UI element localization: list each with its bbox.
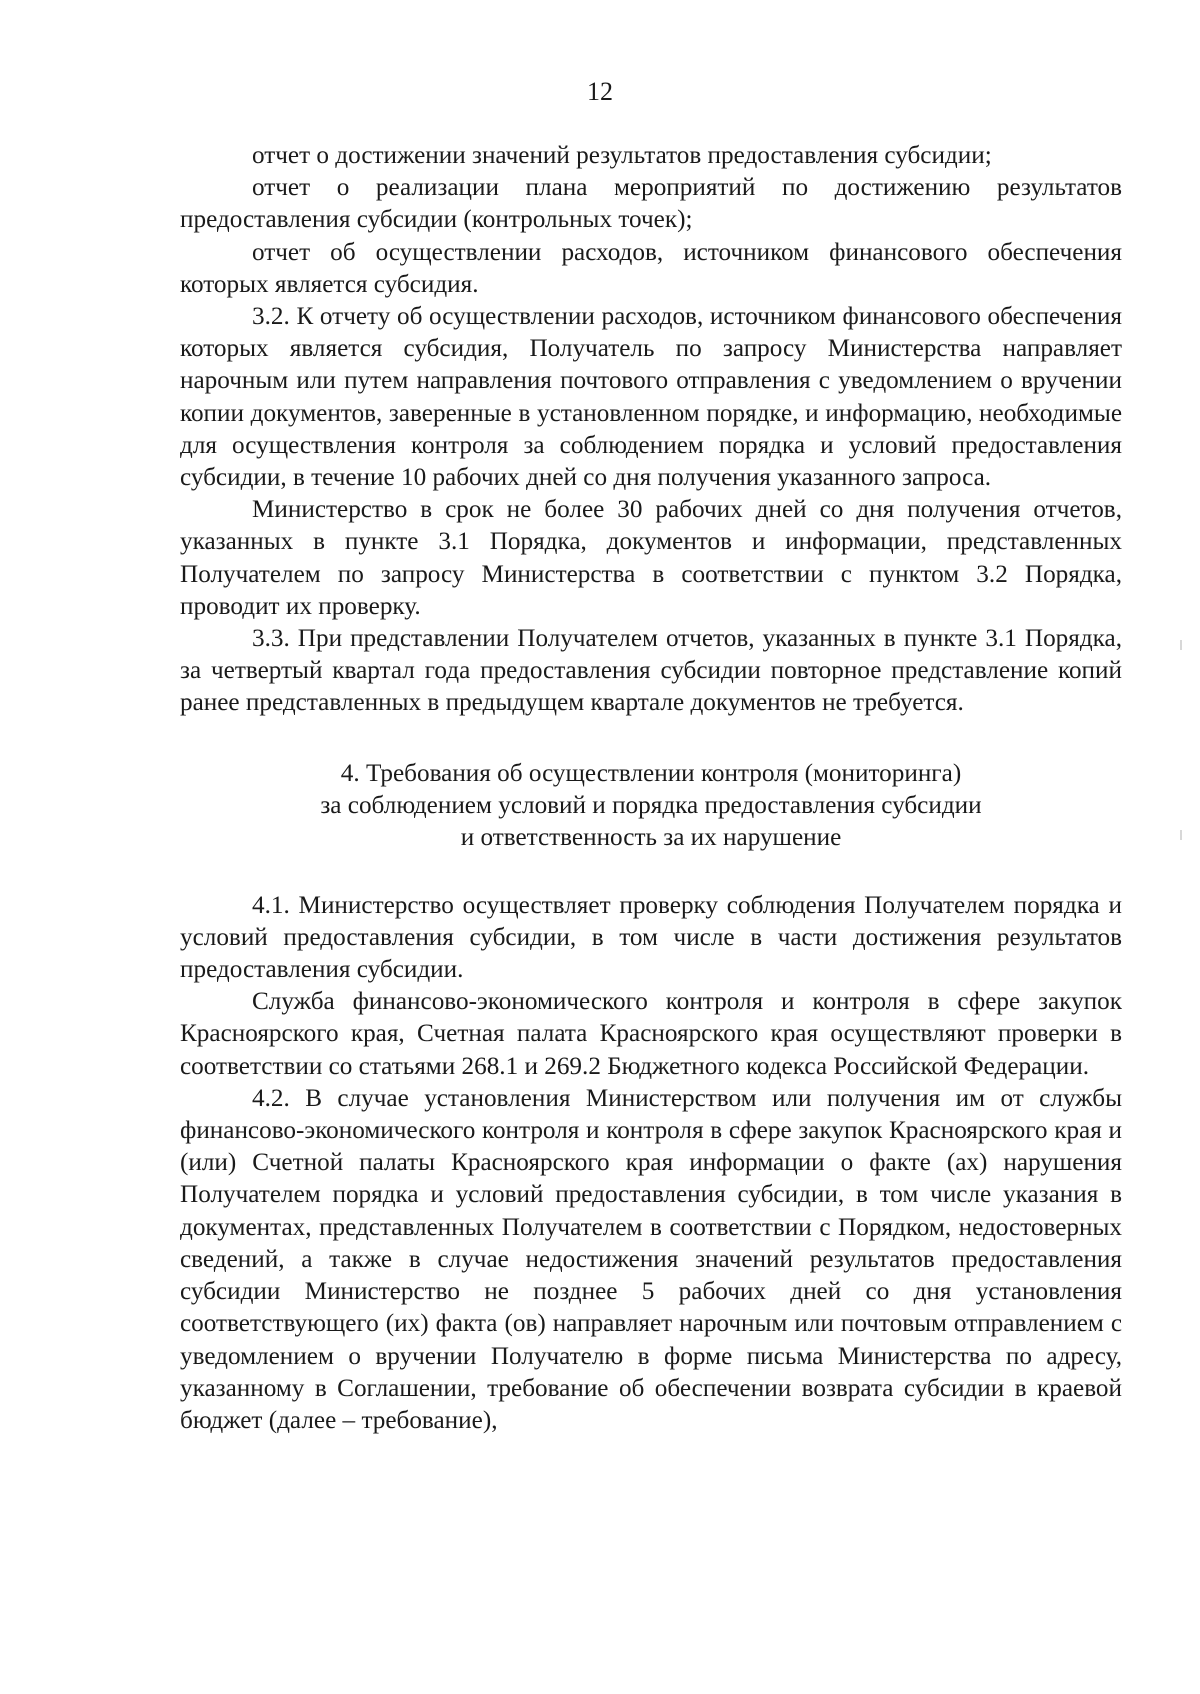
paragraph: отчет об осуществлении расходов, источником финансового обеспечения которых является субсидия.	[180, 238, 1122, 298]
scan-margin-mark	[1180, 640, 1182, 650]
heading-line: и ответственность за их нарушение	[460, 823, 842, 851]
paragraph: отчет о реализации плана мероприятий по достижению результатов предоставления субсидии (контрольных точек);	[180, 174, 1122, 234]
paragraph: 3.2. К отчету об осуществлении расходов, источником финансового обеспечения которых является субсидия, Получатель по запросу Министерства направляет нарочным или путем направления почтового отправления с уведомлением о вручении копии документов, заверенные в установленном порядке, и информацию, необходимые для осуществления контроля за соблюдением порядка и условий предоставления субсидии, в течение 10 рабочих дней со дня получения указанного запроса.	[180, 303, 1122, 492]
document-body	[180, 140, 1122, 1437]
paragraph: 3.3. При представлении Получателем отчетов, указанных в пункте 3.1 Порядка, за четвертый квартал года предоставления субсидии повторное представление копий ранее представленных в предыдущем квартале документов не требуется.	[180, 625, 1122, 717]
paragraph: отчет о достижении значений результатов предоставления субсидии;	[252, 142, 992, 169]
section-heading	[180, 758, 1122, 854]
page-number: 12	[587, 77, 613, 106]
paragraph: 4.2. В случае установления Министерством или получения им от службы финансово-экономического контроля и контроля в сфере закупок Красноярского края и (или) Счетной палаты Красноярского края информации о факте (ах) нарушения Получателем порядка и условий предоставления субсидии, в том числе указания в документах, представленных Получателем в соответствии с Порядком, недостоверных сведений, а также в случае недостижения значений результатов предоставления субсидии Министерство не позднее 5 рабочих дней со дня установления соответствующего (их) факта (ов) направляет нарочным или почтовым отправлением с уведомлением о вручении Получателю в форме письма Министерства по адресу, указанному в Соглашении, требование об обеспечении возврата субсидии в краевой бюджет (далее – требование),	[180, 1084, 1122, 1434]
heading-line: за соблюдением условий и порядка предоставления субсидии	[320, 791, 982, 819]
scan-margin-mark	[1180, 830, 1182, 840]
heading-line: 4. Требования об осуществлении контроля (мониторинга)	[340, 759, 962, 787]
paragraph: Служба финансово-экономического контроля и контроля в сфере закупок Красноярского края, Счетная палата Красноярского края осуществляют проверки в соответствии со статьями 268.1 и 269.2 Бюджетного кодекса Российской Федерации.	[180, 988, 1122, 1080]
paragraph: 4.1. Министерство осуществляет проверку соблюдения Получателем порядка и условий предоставления субсидии, в том числе в части достижения результатов предоставления субсидии.	[180, 891, 1122, 984]
paragraph: Министерство в срок не более 30 рабочих дней со дня получения отчетов, указанных в пункте 3.1 Порядка, документов и информации, представленных Получателем по запросу Министерства в соответствии с пунктом 3.2 Порядка, проводит их проверку.	[180, 496, 1122, 620]
